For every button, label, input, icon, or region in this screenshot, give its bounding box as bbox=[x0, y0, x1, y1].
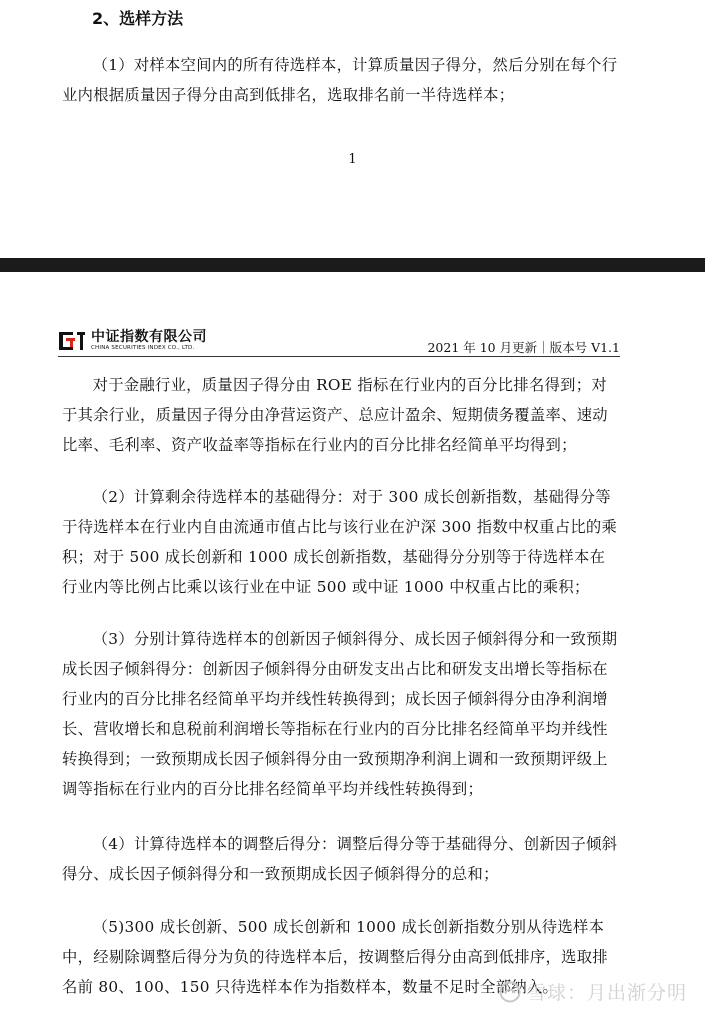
paragraph-selection-step-4: （4）计算待选样本的调整后得分：调整后得分等于基础得分、创新因子倾斜得分、成长因子倾斜得分和一致预期成长因子倾斜得分的总和； bbox=[62, 835, 618, 883]
page-number: 1 bbox=[348, 152, 357, 167]
paragraph-selection-step-2: （2）计算剩余待选样本的基础得分：对于 300 成长创新指数，基础得分等于待选样本在行业内自由流通市值占比与该行业在沪深 300 指数中权重占比的乘积；对于 500 成长创新和 1000 成长创新指数，基础得分分别等于待选样本在行业内等比例占比乘以该行业在中证 500 或中证 1000 中权重占比的乘积； bbox=[62, 488, 618, 596]
version-label: 2021 年 10 月更新｜版本号 V1.1 bbox=[427, 340, 620, 355]
section-heading: 2、选样方法 bbox=[92, 9, 184, 28]
csi-logo-icon bbox=[58, 330, 86, 352]
company-name-en: CHINA SECURITIES INDEX CO., LTD. bbox=[91, 345, 195, 351]
company-logo bbox=[58, 330, 207, 352]
page-divider bbox=[0, 258, 705, 272]
document-page-1 bbox=[0, 0, 705, 258]
document-page-2 bbox=[0, 272, 705, 1011]
paragraph-quality-factor: 对于金融行业，质量因子得分由 ROE 指标在行业内的百分比排名得到；对于其余行业，质量因子得分由净营运资产、总应计盈余、短期债务覆盖率、速动比率、毛利率、资产收益率等指标在行业内的百分比排名经简单平均得到； bbox=[62, 376, 608, 454]
page-header bbox=[58, 328, 620, 357]
watermark-text: 雪球：月出渐分明 bbox=[526, 982, 687, 1004]
paragraph-selection-step-5: （5)300 成长创新、500 成长创新和 1000 成长创新指数分别从待选样本中，经剔除调整后得分为负的待选样本后，按调整后得分由高到低排序，选取排名前 80、100、150 只待选样本作为指数样本，数量不足时全部纳入。 bbox=[62, 918, 608, 996]
paragraph-selection-step-1: （1）对样本空间内的所有待选样本，计算质量因子得分，然后分别在每个行业内根据质量因子得分由高到低排名，选取排名前一半待选样本； bbox=[62, 56, 618, 104]
watermark bbox=[499, 978, 687, 1005]
snowball-logo-icon bbox=[499, 981, 521, 1003]
company-name-cn: 中证指数有限公司 bbox=[91, 329, 207, 345]
paragraph-selection-step-3: （3）分别计算待选样本的创新因子倾斜得分、成长因子倾斜得分和一致预期成长因子倾斜得分：创新因子倾斜得分由研发支出占比和研发支出增长等指标在行业内的百分比排名经简单平均并线性转换得到；成长因子倾斜得分由净利润增长、营收增长和息税前利润增长等指标在行业内的百分比排名经简单平均并线性转换得到；一致预期成长因子倾斜得分由一致预期净利润上调和一致预期评级上调等指标在行业内的百分比排名经简单平均并线性转换得到； bbox=[62, 630, 618, 798]
logo-text bbox=[91, 330, 207, 352]
